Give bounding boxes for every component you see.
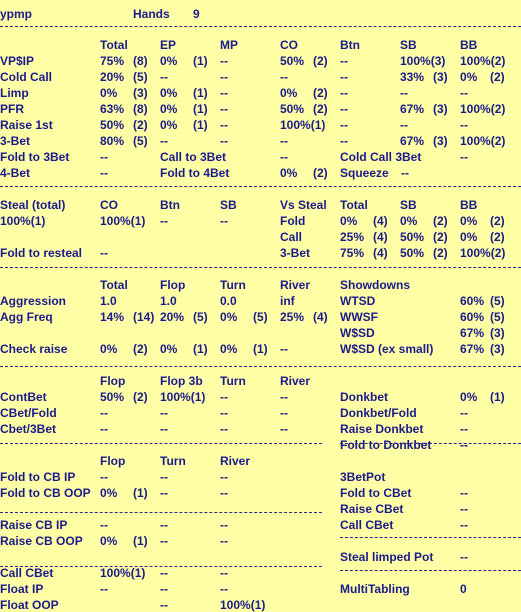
stat-cell: 0% — [100, 86, 118, 100]
column-header: Turn — [220, 278, 246, 292]
stat-cell: 0% — [160, 86, 178, 100]
stat-cell: -- — [460, 518, 468, 532]
stat-cell: -- — [160, 134, 168, 148]
stat-cell: 0.0 — [220, 294, 237, 308]
stat-cell: -- — [160, 406, 168, 420]
stat-cell: 75% — [100, 54, 125, 68]
stat-cell: -- — [160, 422, 168, 436]
stat-cell: 100%(2) — [460, 134, 506, 148]
stat-cell: -- — [220, 486, 228, 500]
stat-cell: (3) — [133, 86, 148, 100]
stat-cell: 50% — [100, 390, 125, 404]
stat-cell: (2) — [433, 230, 448, 244]
column-header: Vs Steal — [280, 198, 327, 212]
stat-cell: 50% — [400, 246, 425, 260]
row-label: Donkbet/Fold — [340, 406, 417, 420]
row-label: Fold to CB IP — [0, 470, 76, 484]
stat-cell: 0% — [460, 390, 478, 404]
column-header: Total — [100, 278, 128, 292]
column-header: SB — [220, 198, 237, 212]
stat-cell: -- — [340, 54, 348, 68]
stat-cell: 67% — [400, 102, 425, 116]
stat-cell: -- — [280, 422, 288, 436]
hands-label: Hands — [133, 7, 170, 21]
row-label: Check raise — [0, 342, 68, 356]
stat-cell: -- — [460, 150, 468, 164]
stat-cell: -- — [220, 118, 228, 132]
column-header: Btn — [160, 198, 180, 212]
stat-cell: 0% — [160, 54, 178, 68]
stat-cell: -- — [460, 406, 468, 420]
stat-cell: -- — [460, 438, 468, 452]
hands-value: 9 — [193, 7, 200, 21]
stat-cell: (5) — [193, 310, 208, 324]
stat-cell: (3) — [433, 102, 448, 116]
separator — [0, 267, 521, 268]
row-label: W$SD — [340, 326, 375, 340]
stat-cell: -- — [220, 214, 228, 228]
stat-cell: -- — [100, 470, 108, 484]
column-header: River — [280, 278, 311, 292]
row-label: Fold — [280, 214, 306, 228]
stat-cell: -- — [401, 166, 409, 180]
column-header: Total — [100, 38, 128, 52]
stat-cell: -- — [160, 598, 168, 612]
stat-cell: 25% — [340, 230, 365, 244]
stat-cell: (2) — [490, 70, 505, 84]
stat-cell: -- — [100, 150, 108, 164]
stat-cell: 0% — [160, 102, 178, 116]
stat-cell: -- — [220, 390, 228, 404]
row-label: ContBet — [0, 390, 47, 404]
stat-cell: (2) — [133, 342, 148, 356]
stat-cell: 50% — [400, 230, 425, 244]
stat-cell: -- — [460, 486, 468, 500]
column-header: Flop — [160, 278, 186, 292]
stat-cell: (1) — [193, 118, 208, 132]
stat-cell: (5) — [490, 294, 505, 308]
stat-cell: (1) — [133, 486, 148, 500]
row-label: Raise CB OOP — [0, 534, 83, 548]
separator — [0, 443, 322, 444]
stat-cell: (4) — [373, 230, 388, 244]
stat-cell: 100%(2) — [460, 54, 506, 68]
stat-cell: 0% — [100, 486, 118, 500]
stat-cell: -- — [340, 102, 348, 116]
stat-cell: 50% — [280, 54, 305, 68]
stat-cell: -- — [220, 518, 228, 532]
stat-cell: (1) — [193, 102, 208, 116]
stat-cell: 0% — [220, 310, 238, 324]
row-label: Fold to Donkbet — [340, 438, 432, 452]
stat-cell: 0% — [400, 214, 418, 228]
stat-cell: (5) — [133, 70, 148, 84]
stat-cell: (1) — [133, 534, 148, 548]
stat-cell: (1) — [193, 86, 208, 100]
stat-cell: 50% — [100, 118, 125, 132]
column-header: Flop — [100, 374, 126, 388]
stat-cell: (2) — [133, 118, 148, 132]
stat-cell: 0% — [460, 230, 478, 244]
row-label: Cold Call 3Bet — [340, 150, 422, 164]
stat-cell: -- — [460, 422, 468, 436]
row-label: Fold to 4Bet — [160, 166, 230, 180]
row-label: VP$IP — [0, 54, 35, 68]
column-header: Turn — [220, 374, 246, 388]
stat-cell: -- — [100, 518, 108, 532]
row-label: Raise CBet — [340, 502, 404, 516]
stat-cell: -- — [280, 406, 288, 420]
separator — [340, 443, 521, 444]
stat-cell: -- — [220, 54, 228, 68]
stat-cell: (2) — [133, 390, 148, 404]
stat-cell: -- — [280, 390, 288, 404]
stat-cell: -- — [160, 518, 168, 532]
column-header: BB — [460, 38, 478, 52]
column-header: Flop — [100, 454, 126, 468]
stat-cell: -- — [220, 534, 228, 548]
stat-cell: (1) — [253, 342, 268, 356]
stat-cell: -- — [160, 582, 168, 596]
stat-cell: 0% — [280, 86, 298, 100]
player-name: ypmp — [0, 7, 33, 21]
stat-cell: -- — [100, 246, 108, 260]
stat-cell: 100%(1) — [100, 566, 146, 580]
column-header: Steal (total) — [0, 198, 66, 212]
separator — [0, 186, 521, 187]
stat-cell: 100%(2) — [460, 102, 506, 116]
stat-cell: 60% — [460, 294, 485, 308]
stat-cell: (2) — [313, 102, 328, 116]
stat-cell: (4) — [313, 310, 328, 324]
separator — [0, 26, 521, 27]
stat-cell: (8) — [133, 102, 148, 116]
column-header: Showdowns — [340, 278, 410, 292]
stat-cell: 75% — [340, 246, 365, 260]
stat-cell: (4) — [373, 246, 388, 260]
stat-cell: 63% — [100, 102, 125, 116]
stat-cell: (5) — [253, 310, 268, 324]
stat-cell: -- — [280, 342, 288, 356]
column-header: EP — [160, 38, 177, 52]
stat-cell: -- — [460, 118, 468, 132]
stat-cell: -- — [340, 118, 348, 132]
row-label: Limp — [0, 86, 29, 100]
row-label: Fold to CB OOP — [0, 486, 91, 500]
stat-cell: -- — [460, 86, 468, 100]
column-header: BB — [460, 198, 478, 212]
stat-cell: 0% — [220, 342, 238, 356]
stat-cell: (3) — [433, 70, 448, 84]
stat-cell: -- — [220, 566, 228, 580]
stat-cell: 0% — [160, 118, 178, 132]
stat-cell: (8) — [133, 54, 148, 68]
row-label: CBet/Fold — [0, 406, 57, 420]
row-label: Cbet/3Bet — [0, 422, 57, 436]
row-label: Steal limped Pot — [340, 550, 434, 564]
row-label: Float IP — [0, 582, 44, 596]
stat-cell: -- — [280, 150, 288, 164]
stat-cell: (1) — [193, 342, 208, 356]
stat-cell: -- — [220, 582, 228, 596]
column-header: River — [280, 374, 311, 388]
column-header: Flop 3b — [160, 374, 203, 388]
stat-cell: -- — [340, 70, 348, 84]
stat-cell: (5) — [133, 134, 148, 148]
stat-cell: -- — [400, 86, 408, 100]
row-label: Fold to resteal — [0, 246, 83, 260]
stat-cell: (2) — [313, 166, 328, 180]
separator — [0, 366, 521, 367]
stat-cell: 0% — [100, 534, 118, 548]
stat-cell: (2) — [313, 54, 328, 68]
stat-cell: (3) — [490, 342, 505, 356]
stat-cell: -- — [220, 406, 228, 420]
stat-cell: 80% — [100, 134, 125, 148]
stat-cell: -- — [100, 166, 108, 180]
stat-cell: 0 — [460, 582, 467, 596]
top-cutoff-row — [0, 0, 521, 3]
stat-cell: 100%(2) — [460, 246, 506, 260]
column-header: SB — [400, 38, 417, 52]
column-header: CO — [100, 198, 118, 212]
row-label: Call to 3Bet — [160, 150, 227, 164]
column-header: Total — [340, 198, 368, 212]
stat-cell: 100%(1) — [100, 214, 146, 228]
stat-cell: 67% — [460, 342, 485, 356]
row-label: Fold to 3Bet — [0, 150, 70, 164]
stat-cell: (2) — [433, 214, 448, 228]
row-label: Cold Call — [0, 70, 53, 84]
row-label: Fold to CBet — [340, 486, 412, 500]
column-header: MP — [220, 38, 238, 52]
stat-cell: 14% — [100, 310, 125, 324]
stat-cell: (1) — [490, 390, 505, 404]
stat-cell: 20% — [160, 310, 185, 324]
stat-cell: 50% — [280, 102, 305, 116]
stat-cell: (5) — [490, 310, 505, 324]
row-label: WTSD — [340, 294, 376, 308]
stat-cell: 67% — [400, 134, 425, 148]
stat-cell: (2) — [490, 214, 505, 228]
stat-cell: 100%(1) — [280, 118, 326, 132]
row-label: Float OOP — [0, 598, 59, 612]
column-header: Btn — [340, 38, 360, 52]
row-label: WWSF — [340, 310, 378, 324]
separator — [0, 512, 322, 513]
stat-cell: (2) — [490, 230, 505, 244]
row-label: PFR — [0, 102, 24, 116]
stat-cell: -- — [160, 214, 168, 228]
row-label: Call CBet — [0, 566, 54, 580]
stat-cell: 67% — [460, 326, 485, 340]
row-label: Donkbet — [340, 390, 388, 404]
stat-cell: -- — [280, 134, 288, 148]
stat-cell: 100%(1) — [0, 214, 46, 228]
row-label: 3-Bet — [280, 246, 311, 260]
stat-cell: 20% — [100, 70, 125, 84]
column-header: River — [220, 454, 251, 468]
row-label: MultiTabling — [340, 582, 410, 596]
stat-cell: -- — [100, 422, 108, 436]
stat-cell: -- — [220, 86, 228, 100]
stat-cell: 0% — [160, 342, 178, 356]
stat-cell: 100%(1) — [220, 598, 266, 612]
column-header: SB — [400, 198, 417, 212]
row-label: 3-Bet — [0, 134, 31, 148]
row-label: Squeeze — [340, 166, 389, 180]
row-label: Agg Freq — [0, 310, 53, 324]
stat-cell: 0% — [340, 214, 358, 228]
row-label: Call CBet — [340, 518, 394, 532]
stat-cell: -- — [160, 534, 168, 548]
stat-cell: (2) — [433, 246, 448, 260]
row-label: Aggression — [0, 294, 67, 308]
stat-cell: -- — [220, 70, 228, 84]
stat-cell: -- — [220, 102, 228, 116]
stat-cell: -- — [460, 502, 468, 516]
row-label: Raise Donkbet — [340, 422, 424, 436]
stat-cell: (14) — [133, 310, 155, 324]
stat-cell: (3) — [490, 326, 505, 340]
stat-cell: 100%(1) — [160, 390, 206, 404]
stat-cell: 0% — [460, 70, 478, 84]
stat-cell: (2) — [313, 86, 328, 100]
stat-cell: 0% — [100, 342, 118, 356]
row-label: Raise CB IP — [0, 518, 68, 532]
row-label: 4-Bet — [0, 166, 31, 180]
stat-cell: -- — [160, 486, 168, 500]
stat-cell: -- — [220, 470, 228, 484]
stat-cell: -- — [220, 134, 228, 148]
row-label: Call — [280, 230, 303, 244]
row-label: W$SD (ex small) — [340, 342, 434, 356]
stat-cell: -- — [100, 582, 108, 596]
column-header: CO — [280, 38, 298, 52]
separator — [340, 537, 521, 538]
stat-cell: 0% — [460, 214, 478, 228]
stat-cell: 1.0 — [100, 294, 117, 308]
stat-cell: -- — [460, 550, 468, 564]
stat-cell: 60% — [460, 310, 485, 324]
column-header: Turn — [160, 454, 186, 468]
stat-cell: (1) — [193, 54, 208, 68]
stat-cell: -- — [280, 70, 288, 84]
stat-cell: 1.0 — [160, 294, 177, 308]
stat-cell: 100%(3) — [400, 54, 446, 68]
stat-cell: 0% — [280, 166, 298, 180]
stat-cell: -- — [340, 134, 348, 148]
stat-cell: -- — [340, 86, 348, 100]
stat-cell: -- — [400, 118, 408, 132]
stat-cell: -- — [220, 422, 228, 436]
separator — [340, 570, 521, 571]
stat-cell: (4) — [373, 214, 388, 228]
stat-cell: (3) — [433, 134, 448, 148]
stat-cell: -- — [160, 566, 168, 580]
stat-cell: -- — [100, 406, 108, 420]
stat-cell: -- — [160, 470, 168, 484]
stat-cell: 33% — [400, 70, 425, 84]
row-label: 3BetPot — [340, 470, 386, 484]
stat-cell: inf — [280, 294, 295, 308]
stat-cell: -- — [160, 70, 168, 84]
stat-cell: 25% — [280, 310, 305, 324]
row-label: Raise 1st — [0, 118, 53, 132]
